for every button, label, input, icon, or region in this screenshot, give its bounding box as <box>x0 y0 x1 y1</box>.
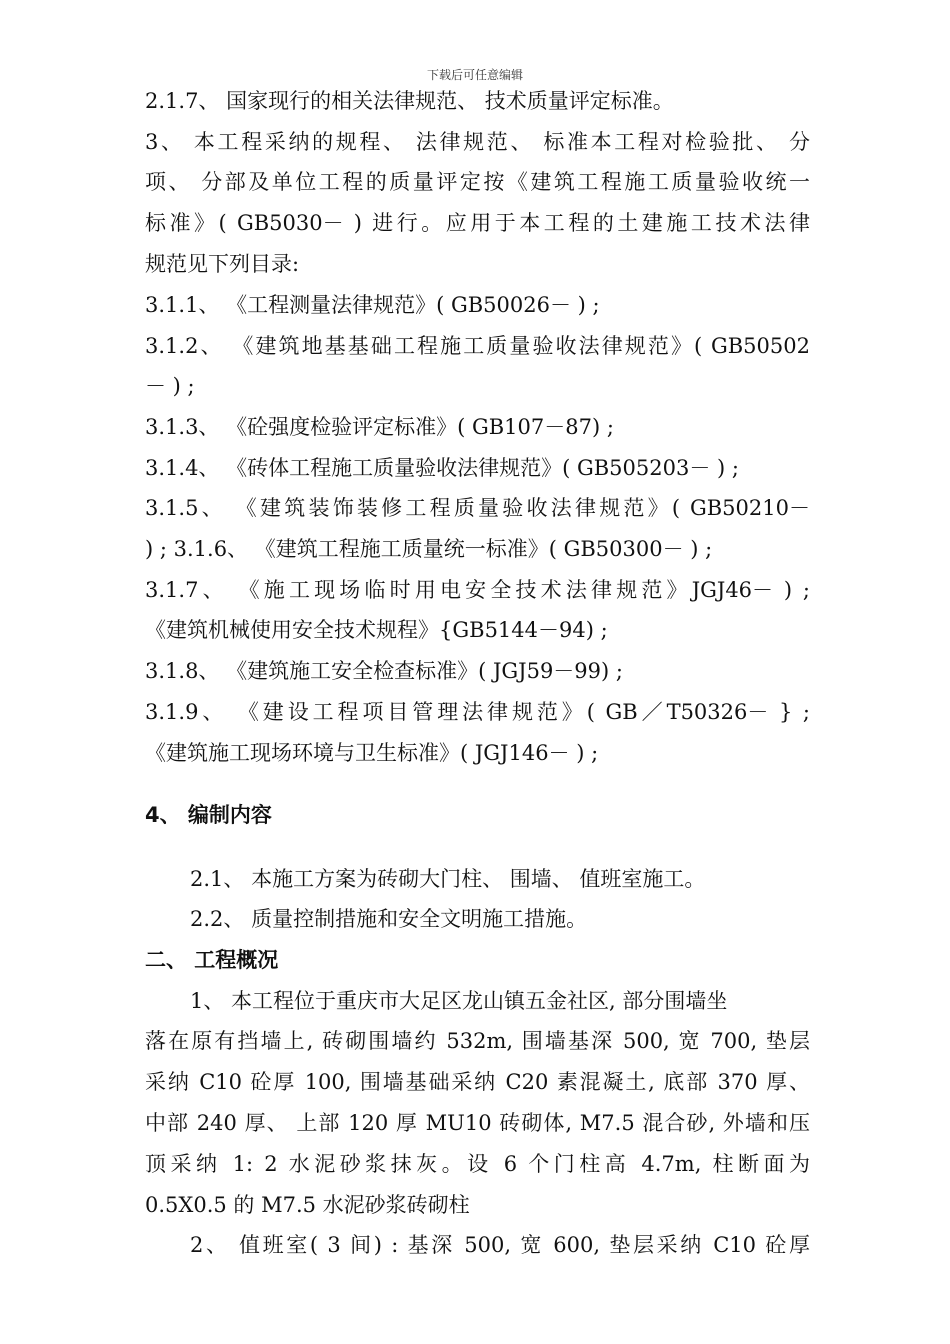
text-line: 3.1.2、 《建筑地基基础工程施工质量验收法律规范》( GB50502 <box>145 334 810 358</box>
text-line: 3.1.5、 《建筑装饰装修工程质量验收法律规范》( GB50210－ <box>145 496 810 520</box>
text-line: 3.1.1、 《工程测量法律规范》( GB50026－ ) ; <box>145 293 600 317</box>
text-line: 1、 本工程位于重庆市大足区龙山镇五金社区, 部分围墙坐 <box>190 989 728 1013</box>
text-line: 落在原有挡墙上, 砖砌围墙约 532m, 围墙基深 500, 宽 700, 垫层 <box>145 1029 810 1053</box>
text-line: 3.1.4、 《砖体工程施工质量验收法律规范》( GB505203－ ) ; <box>145 456 739 480</box>
text-line: 规范见下列目录: <box>145 252 300 276</box>
text-line: 3、 本工程采纳的规程、 法律规范、 标准本工程对检验批、 分 <box>145 130 810 154</box>
text-line: 0.5X0.5 的 M7.5 水泥砂浆砖砌柱 <box>145 1193 470 1217</box>
text-line: 顶采纳 1: 2 水泥砂浆抹灰。设 6 个门柱高 4.7m, 柱断面为 <box>145 1152 810 1176</box>
text-line: 2.1、 本施工方案为砖砌大门柱、 围墙、 值班室施工。 <box>190 867 706 891</box>
text-line: 3.1.8、 《建筑施工安全检查标准》( JGJ59－99) ; <box>145 659 623 683</box>
section-heading: 二、 工程概况 <box>145 948 279 972</box>
text-line: 采纳 C10 砼厚 100, 围墙基础采纳 C20 素混凝土, 底部 370 厚、 <box>145 1070 810 1094</box>
text-line: 3.1.9、 《建设工程项目管理法律规范》( GB／T50326－ } ; <box>145 700 810 724</box>
text-line: ) ; 3.1.6、 《建筑工程施工质量统一标准》( GB50300－ ) ; <box>145 537 713 561</box>
text-line: 2、 值班室( 3 间) : 基深 500, 宽 600, 垫层采纳 C10 砼厚 <box>190 1233 810 1257</box>
page-header-note: 下载后可任意编辑 <box>426 68 523 82</box>
text-line: 2.1.7、 国家现行的相关法律规范、 技术质量评定标准。 <box>145 89 674 113</box>
text-line: 《建筑施工现场环境与卫生标准》( JGJ146－ ) ; <box>145 741 599 765</box>
section-heading: 4、 编制内容 <box>145 803 272 827</box>
text-line: 中部 240 厚、 上部 120 厚 MU10 砖砌体, M7.5 混合砂, 外墙和压 <box>145 1111 810 1135</box>
text-line: 3.1.7、 《施工现场临时用电安全技术法律规范》JGJ46－ ) ; <box>145 578 810 602</box>
text-line: 标准》( GB5030－ ) 进行。应用于本工程的土建施工技术法律 <box>145 211 810 235</box>
text-line: 《建筑机械使用安全技术规程》{GB5144－94) ; <box>145 618 608 642</box>
text-line: 3.1.3、 《砼强度检验评定标准》( GB107－87) ; <box>145 415 614 439</box>
text-line: 项、 分部及单位工程的质量评定按《建筑工程施工质量验收统一 <box>145 170 810 194</box>
text-line: 2.2、 质量控制措施和安全文明施工措施。 <box>190 907 588 931</box>
text-line: － ) ; <box>145 374 195 398</box>
